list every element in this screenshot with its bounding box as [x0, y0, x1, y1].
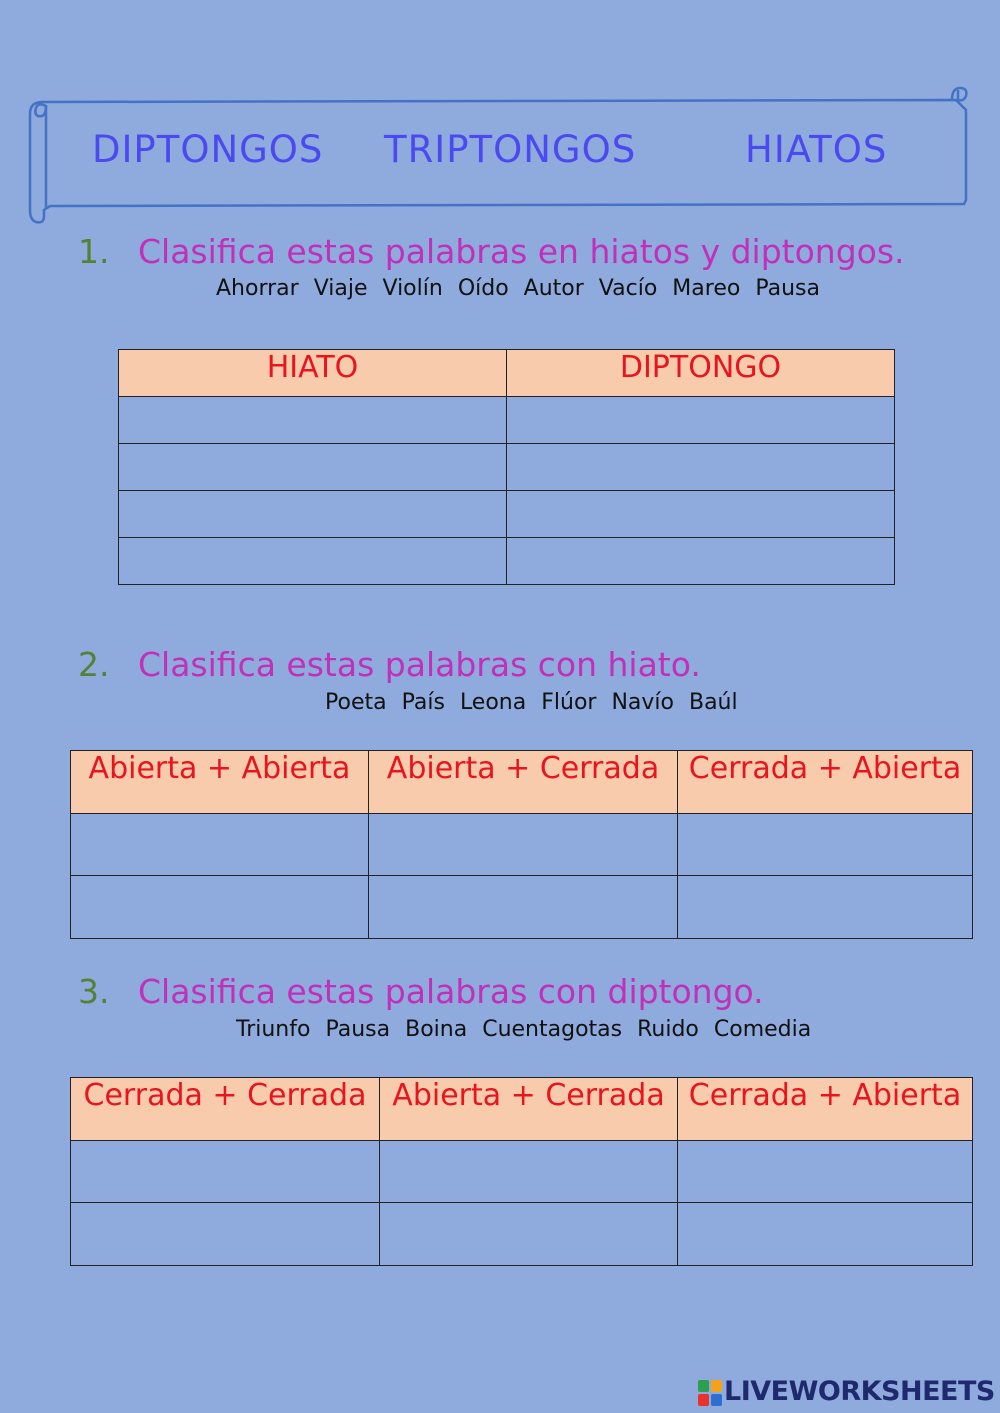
table-hiato-diptongo [118, 349, 895, 585]
question-2-text: Clasifica estas palabras con hiato. [138, 645, 701, 684]
question-3-number: 3. [78, 972, 110, 1011]
word: Navío [611, 690, 674, 715]
word: Boina [405, 1017, 468, 1042]
answer-cell[interactable] [678, 876, 973, 939]
word: Leona [459, 690, 527, 715]
answer-cell[interactable] [119, 538, 507, 585]
word: Violín [382, 276, 443, 301]
word: Triunfo [236, 1017, 311, 1042]
answer-cell[interactable] [507, 491, 895, 538]
answer-cell[interactable] [380, 1203, 678, 1266]
word: Comedia [713, 1017, 812, 1042]
answer-cell[interactable] [119, 491, 507, 538]
header-abierta-cerrada: Abierta + Cerrada [380, 1078, 678, 1141]
word: Vacío [598, 276, 658, 301]
question-3-word-list [236, 1017, 811, 1042]
answer-cell[interactable] [369, 814, 678, 876]
answer-cell[interactable] [678, 1203, 973, 1266]
word: Ruido [637, 1017, 699, 1042]
word: Oído [457, 276, 509, 301]
answer-cell[interactable] [507, 538, 895, 585]
answer-cell[interactable] [71, 814, 369, 876]
word: Autor [523, 276, 584, 301]
word: Poeta [325, 690, 387, 715]
header-abierta-cerrada: Abierta + Cerrada [369, 751, 678, 814]
banner-word-hiatos: HIATOS [745, 128, 888, 171]
answer-cell[interactable] [119, 444, 507, 491]
header-abierta-abierta: Abierta + Abierta [71, 751, 369, 814]
answer-cell[interactable] [119, 397, 507, 444]
answer-cell[interactable] [507, 444, 895, 491]
banner-word-diptongos: DIPTONGOS [92, 128, 324, 171]
word: Baúl [688, 690, 738, 715]
question-2-word-list [325, 690, 738, 715]
word: Ahorrar [216, 276, 299, 301]
word: Pausa [325, 1017, 391, 1042]
question-1-word-list [216, 276, 820, 301]
question-3-text: Clasifica estas palabras con diptongo. [138, 972, 764, 1011]
question-1-number: 1. [78, 232, 110, 271]
answer-cell[interactable] [380, 1141, 678, 1203]
table-hiato-types [70, 750, 973, 939]
answer-cell[interactable] [507, 397, 895, 444]
word: Mareo [672, 276, 741, 301]
answer-cell[interactable] [71, 1203, 380, 1266]
liveworksheets-logo-text: LIVEWORKSHEETS [724, 1376, 995, 1407]
header-cerrada-cerrada: Cerrada + Cerrada [71, 1078, 380, 1141]
word: Viaje [313, 276, 368, 301]
banner-word-triptongos: TRIPTONGOS [384, 128, 637, 171]
word: País [401, 690, 445, 715]
header-hiato: HIATO [119, 350, 507, 397]
answer-cell[interactable] [678, 1141, 973, 1203]
question-2-number: 2. [78, 645, 110, 684]
word: Cuentagotas [482, 1017, 623, 1042]
answer-cell[interactable] [71, 1141, 380, 1203]
word: Flúor [541, 690, 597, 715]
header-diptongo: DIPTONGO [507, 350, 895, 397]
answer-cell[interactable] [71, 876, 369, 939]
question-1-text: Clasifica estas palabras en hiatos y diptongos. [138, 232, 905, 271]
header-cerrada-abierta: Cerrada + Abierta [678, 1078, 973, 1141]
word: Pausa [755, 276, 820, 301]
title-banner [26, 84, 972, 226]
header-cerrada-abierta: Cerrada + Abierta [678, 751, 973, 814]
table-diptongo-types [70, 1077, 973, 1266]
answer-cell[interactable] [678, 814, 973, 876]
answer-cell[interactable] [369, 876, 678, 939]
liveworksheets-logo-icon [698, 1380, 722, 1406]
